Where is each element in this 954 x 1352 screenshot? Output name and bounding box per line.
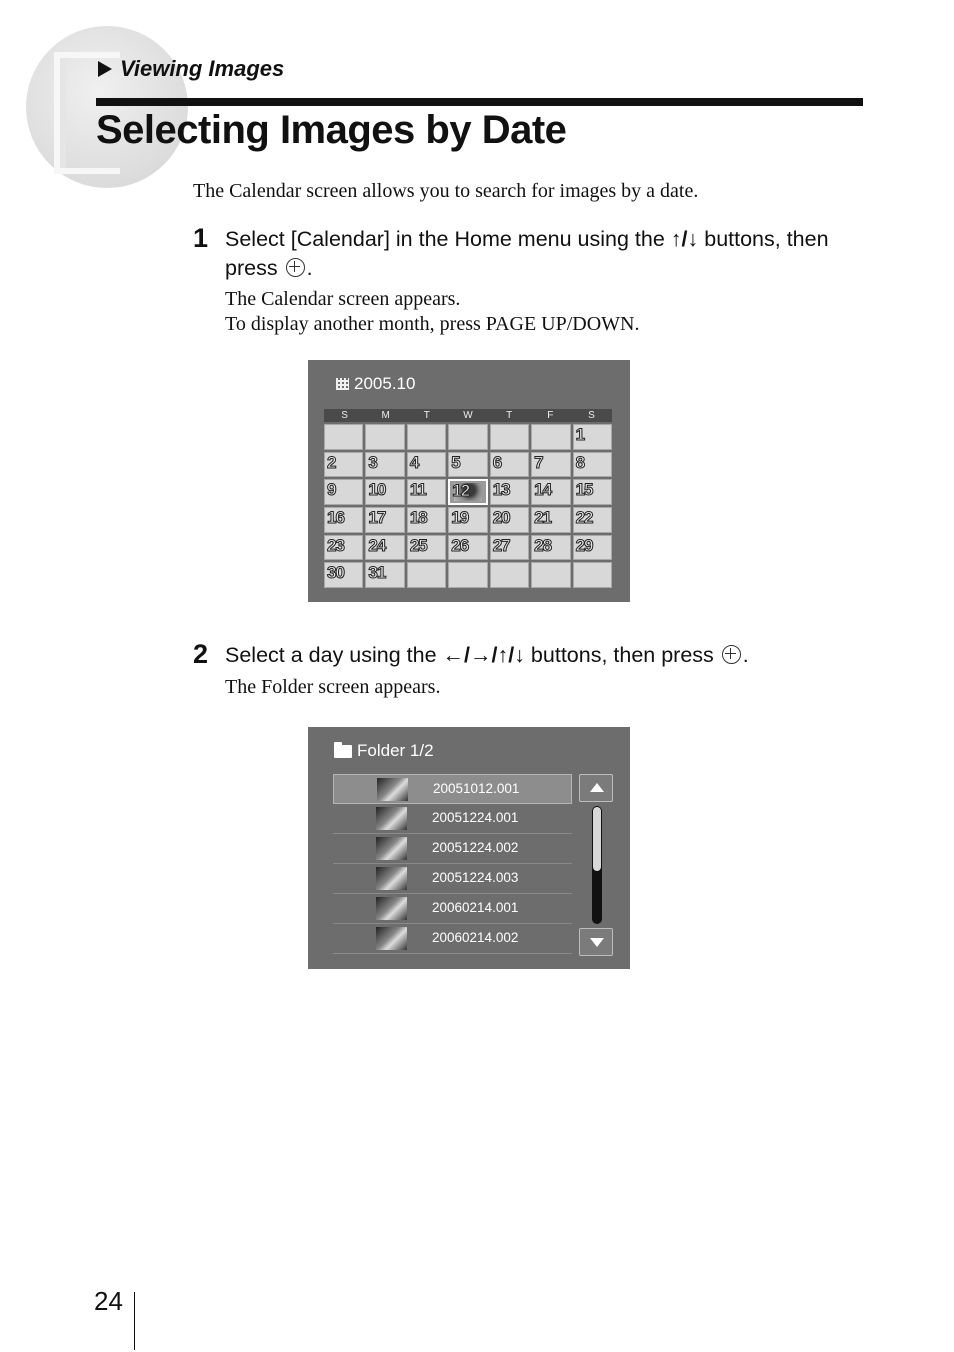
calendar-day-cell[interactable] xyxy=(407,479,446,505)
calendar-day-cell[interactable] xyxy=(365,479,404,505)
title-rule xyxy=(96,98,863,106)
folder-thumbnail-image xyxy=(376,897,407,920)
folder-list-item[interactable] xyxy=(333,924,572,954)
intro-text: The Calendar screen allows you to search for images by a date. xyxy=(193,180,699,202)
calendar-day-number: 26 xyxy=(451,535,469,555)
page-title: Selecting Images by Date xyxy=(96,108,567,152)
calendar-screen xyxy=(308,360,630,602)
weekday-label: S xyxy=(588,410,595,421)
calendar-day-cell[interactable] xyxy=(324,507,363,533)
calendar-title xyxy=(336,374,415,394)
calendar-day-number: 20 xyxy=(492,507,510,527)
page-number-rule xyxy=(134,1292,135,1350)
calendar-day-number: 12 xyxy=(452,481,470,501)
calendar-day-cell[interactable] xyxy=(531,424,570,450)
calendar-day-number: 30 xyxy=(327,563,344,583)
folder-list-item[interactable] xyxy=(333,834,572,864)
calendar-day-number: 27 xyxy=(492,535,510,555)
calendar-day-number: 29 xyxy=(575,535,593,555)
folder-thumbnail-image xyxy=(377,778,408,801)
calendar-day-cell[interactable] xyxy=(531,452,570,478)
calendar-day-number: 6 xyxy=(492,452,502,472)
step-1-number: 1 xyxy=(193,223,209,253)
calendar-day-number: 11 xyxy=(409,480,426,500)
folder-thumbnail-image xyxy=(376,807,407,830)
calendar-day-number: 10 xyxy=(368,480,386,500)
calendar-day-cell[interactable] xyxy=(407,507,446,533)
calendar-day-cell[interactable] xyxy=(490,479,529,505)
folder-item-name: 20051012.001 xyxy=(433,781,520,796)
chapter-tab-graphic xyxy=(26,26,188,188)
calendar-day-cell[interactable] xyxy=(365,535,404,561)
folder-title-text: Folder 1/2 xyxy=(357,741,434,760)
folder-item-name: 20051224.001 xyxy=(432,810,519,825)
calendar-day-number: 21 xyxy=(534,507,552,527)
calendar-day-cell[interactable] xyxy=(324,535,363,561)
section-label xyxy=(98,56,284,82)
folder-icon xyxy=(334,745,352,758)
calendar-day-cell[interactable] xyxy=(365,507,404,533)
calendar-grid xyxy=(324,424,612,588)
calendar-day-cell[interactable] xyxy=(324,452,363,478)
up-down-arrows-icon: ↑/↓ xyxy=(670,227,699,251)
step-2-text-b: buttons, then press xyxy=(524,643,720,667)
calendar-day-cell[interactable] xyxy=(407,424,446,450)
folder-screen xyxy=(308,727,630,969)
calendar-day-cell[interactable] xyxy=(448,424,487,450)
calendar-day-cell[interactable] xyxy=(448,562,487,588)
calendar-day-number: 4 xyxy=(409,452,419,472)
arrow-down-icon xyxy=(590,938,604,947)
calendar-day-number: 23 xyxy=(327,535,344,555)
step-2-text xyxy=(225,641,875,670)
folder-list-item[interactable] xyxy=(333,774,572,804)
calendar-day-cell[interactable] xyxy=(448,452,487,478)
calendar-day-number: 16 xyxy=(327,507,344,527)
folder-item-name: 20060214.002 xyxy=(432,930,519,945)
calendar-day-number: 25 xyxy=(409,535,427,555)
calendar-day-cell[interactable] xyxy=(573,562,612,588)
calendar-weekday-header xyxy=(324,409,612,422)
calendar-day-cell[interactable] xyxy=(531,535,570,561)
calendar-day-number: 24 xyxy=(368,535,386,555)
folder-thumbnail-image xyxy=(376,837,407,860)
calendar-day-cell[interactable] xyxy=(324,424,363,450)
calendar-day-number: 18 xyxy=(409,507,427,527)
calendar-day-cell[interactable] xyxy=(531,507,570,533)
calendar-day-cell[interactable] xyxy=(407,452,446,478)
calendar-day-number: 7 xyxy=(534,452,543,472)
calendar-day-cell[interactable] xyxy=(365,452,404,478)
calendar-day-cell[interactable] xyxy=(490,424,529,450)
enter-button-icon xyxy=(286,258,305,277)
weekday-label: T xyxy=(423,410,430,421)
weekday-label: T xyxy=(506,410,513,421)
step-2-text-a: Select a day using the xyxy=(225,643,443,667)
folder-thumbnail-image xyxy=(376,927,407,950)
folder-item-name: 20051224.002 xyxy=(432,840,519,855)
folder-list-item[interactable] xyxy=(333,804,572,834)
step-1-note-2: To display another month, press PAGE UP/DOWN. xyxy=(225,313,640,335)
weekday-label: W xyxy=(463,410,473,421)
calendar-day-cell[interactable] xyxy=(407,535,446,561)
scrollbar-track[interactable] xyxy=(592,806,602,924)
calendar-day-cell[interactable] xyxy=(448,507,487,533)
enter-button-icon xyxy=(722,645,741,664)
page-number: 24 xyxy=(94,1286,123,1316)
folder-thumbnail-image xyxy=(376,867,407,890)
folder-list xyxy=(333,774,572,954)
calendar-day-number: 13 xyxy=(492,480,510,500)
calendar-day-number: 5 xyxy=(451,452,460,472)
calendar-day-number: 9 xyxy=(327,480,336,500)
step-1-text-c: press xyxy=(225,256,284,280)
calendar-day-cell[interactable] xyxy=(365,562,404,588)
calendar-day-cell[interactable] xyxy=(531,479,570,505)
calendar-day-cell[interactable] xyxy=(573,535,612,561)
calendar-day-cell[interactable] xyxy=(448,479,487,505)
weekday-label: F xyxy=(547,410,554,421)
calendar-day-number: 3 xyxy=(368,452,377,472)
scrollbar-thumb[interactable] xyxy=(593,807,601,871)
calendar-day-number: 8 xyxy=(575,452,585,472)
folder-list-item[interactable] xyxy=(333,894,572,924)
calendar-icon xyxy=(336,378,349,390)
calendar-month: 2005.10 xyxy=(354,374,416,393)
calendar-day-cell[interactable] xyxy=(573,452,612,478)
calendar-day-cell[interactable] xyxy=(490,535,529,561)
step-1-text-b: buttons, then xyxy=(698,227,829,251)
step-1-text xyxy=(225,225,875,283)
scroll-down-button[interactable] xyxy=(579,928,613,956)
section-label-text: Viewing Images xyxy=(120,56,285,81)
calendar-day-number: 1 xyxy=(575,425,585,444)
folder-title xyxy=(334,741,434,761)
step-2-note: The Folder screen appears. xyxy=(225,676,441,698)
calendar-day-cell[interactable] xyxy=(490,507,529,533)
calendar-day-cell[interactable] xyxy=(573,479,612,505)
calendar-day-cell[interactable] xyxy=(407,562,446,588)
scroll-up-button[interactable] xyxy=(579,774,613,802)
calendar-day-cell[interactable] xyxy=(324,479,363,505)
calendar-day-cell[interactable] xyxy=(490,562,529,588)
step-1-notes xyxy=(225,287,640,337)
calendar-day-number: 31 xyxy=(368,563,386,583)
calendar-day-number: 17 xyxy=(368,507,386,527)
weekday-label: M xyxy=(381,410,390,421)
step-1-text-a: Select [Calendar] in the Home menu using the xyxy=(225,227,671,251)
calendar-day-cell[interactable] xyxy=(448,535,487,561)
section-triangle-icon xyxy=(98,61,112,77)
folder-list-item[interactable] xyxy=(333,864,572,894)
calendar-day-number: 2 xyxy=(327,452,336,472)
weekday-label: S xyxy=(341,410,348,421)
step-2-number: 2 xyxy=(193,639,209,669)
calendar-day-number: 14 xyxy=(534,480,552,500)
calendar-day-cell[interactable] xyxy=(365,424,404,450)
folder-item-name: 20051224.003 xyxy=(432,870,519,885)
step-2-text-c: . xyxy=(742,643,749,667)
calendar-day-cell[interactable] xyxy=(490,452,529,478)
folder-item-name: 20060214.001 xyxy=(432,900,519,915)
calendar-day-cell[interactable] xyxy=(573,507,612,533)
calendar-day-cell[interactable] xyxy=(324,562,363,588)
calendar-day-number: 22 xyxy=(575,507,593,527)
calendar-day-number: 28 xyxy=(534,535,552,555)
step-1-note-1: The Calendar screen appears. xyxy=(225,288,461,310)
calendar-day-cell[interactable] xyxy=(531,562,570,588)
arrow-up-icon xyxy=(590,783,604,792)
calendar-day-cell[interactable] xyxy=(573,424,612,450)
calendar-day-number: 19 xyxy=(451,507,469,527)
direction-arrows-icon: ←/→/↑/↓ xyxy=(442,643,525,667)
step-1-text-d: . xyxy=(306,256,313,280)
calendar-day-number: 15 xyxy=(575,480,593,500)
